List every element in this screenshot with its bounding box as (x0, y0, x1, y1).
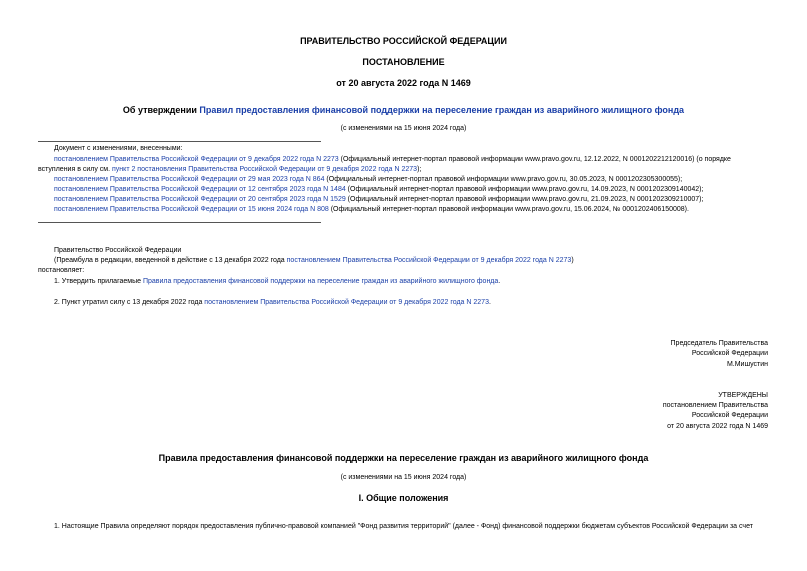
changes-intro: Документ с изменениями, внесенными: (54, 145, 183, 152)
divider-bottom (38, 222, 321, 223)
p1-suffix: . (498, 278, 501, 285)
change-link[interactable]: пункт 2 постановления Правительства Российской Федерации от 9 декабря 2022 года N 2273 (112, 166, 418, 173)
title-prefix: Об утверждении (122, 105, 200, 115)
change-text: ); (417, 166, 422, 173)
p1-link[interactable]: Правила предоставления финансовой поддержки на переселение граждан из аварийного жилищного фонда (142, 278, 499, 285)
document-type: ПОСТАНОВЛЕНИЕ (362, 57, 445, 67)
change-item (54, 186, 703, 193)
rules-amended-note: (с изменениями на 15 июня 2024 года) (340, 474, 467, 481)
title-link[interactable]: Правил предоставления финансовой поддержки на переселение граждан из аварийного жилищного фонда (199, 105, 685, 115)
change-link[interactable]: постановлением Правительства Российской Федерации от 15 июня 2024 года N 808 (54, 206, 329, 213)
government-line: Правительство Российской Федерации (54, 247, 182, 254)
change-item (54, 206, 689, 213)
divider-top (38, 141, 321, 142)
signature-name: М.Мишустин (726, 361, 768, 368)
p2-prefix: 2. Пункт утратил силу с 13 декабря 2022 года (54, 299, 205, 306)
amended-note: (с изменениями на 15 июня 2024 года) (340, 125, 467, 132)
paragraph-2 (54, 299, 491, 306)
change-item (54, 176, 682, 183)
rules-paragraph-1: 1. Настоящие Правила определяют порядок предоставления публично-правовой компанией "Фонд развития территорий" (далее - Фонд) финансовой поддержки бюджетам субъектов Российской Федерации за счет (54, 523, 753, 530)
p2-link[interactable]: постановлением Правительства Российской Федерации от 9 декабря 2022 года N 2273 (204, 299, 489, 306)
approved-label: УТВЕРЖДЕНЫ (718, 392, 768, 399)
preamble-prefix: (Преамбула в редакции, введенной в действие с 13 декабря 2022 года (54, 257, 287, 264)
approved-country: Российской Федерации (691, 412, 768, 419)
signature-title: Председатель Правительства (670, 340, 768, 347)
p2-suffix: . (488, 299, 491, 306)
preamble-link[interactable]: постановлением Правительства Российской Федерации от 9 декабря 2022 года N 2273 (286, 257, 572, 264)
rules-title: Правила предоставления финансовой поддержки на переселение граждан из аварийного жилищного фонда (158, 453, 649, 463)
paragraph-1 (54, 278, 500, 285)
approved-date: от 20 августа 2022 года N 1469 (667, 423, 768, 430)
change-link[interactable]: постановлением Правительства Российской Федерации от 29 мая 2023 года N 864 (54, 176, 325, 183)
change-text: (Официальный интернет-портал правовой информации www.pravo.gov.ru, 15.06.2024, № 0001202406150008). (328, 206, 689, 213)
approved-by: постановлением Правительства (662, 402, 768, 409)
document-title (0, 105, 807, 115)
change-link[interactable]: постановлением Правительства Российской Федерации от 12 сентября 2023 года N 1484 (54, 186, 346, 193)
change-text: (Официальный интернет-портал правовой информации www.pravo.gov.ru, 30.05.2023, N 0001202305300055); (324, 176, 683, 183)
preamble (54, 257, 574, 264)
signature-country: Российской Федерации (691, 350, 768, 357)
change-item (54, 156, 731, 163)
change-link[interactable]: постановлением Правительства Российской Федерации от 20 сентября 2023 года N 1529 (54, 196, 346, 203)
preamble-suffix: ) (571, 257, 574, 264)
p1-prefix: 1. Утвердить прилагаемые (54, 278, 143, 285)
government-heading: ПРАВИТЕЛЬСТВО РОССИЙСКОЙ ФЕДЕРАЦИИ (300, 36, 507, 46)
change-text: (Официальный интернет-портал правовой информации www.pravo.gov.ru, 21.09.2023, N 0001202309210007); (345, 196, 704, 203)
section-heading: I. Общие положения (358, 493, 449, 503)
change-item-continuation (38, 166, 421, 173)
resolved-line: постановляет: (38, 267, 85, 274)
change-text: (Официальный интернет-портал правовой информации www.pravo.gov.ru, 12.12.2022, N 0001202212120016) (о порядке (338, 156, 731, 163)
change-link[interactable]: постановлением Правительства Российской Федерации от 9 декабря 2022 года N 2273 (54, 156, 339, 163)
change-item (54, 196, 703, 203)
change-text: (Официальный интернет-портал правовой информации www.pravo.gov.ru, 14.09.2023, N 0001202309140042); (345, 186, 704, 193)
change-text: вступления в силу см. (38, 166, 113, 173)
date-number: от 20 августа 2022 года N 1469 (336, 78, 471, 88)
